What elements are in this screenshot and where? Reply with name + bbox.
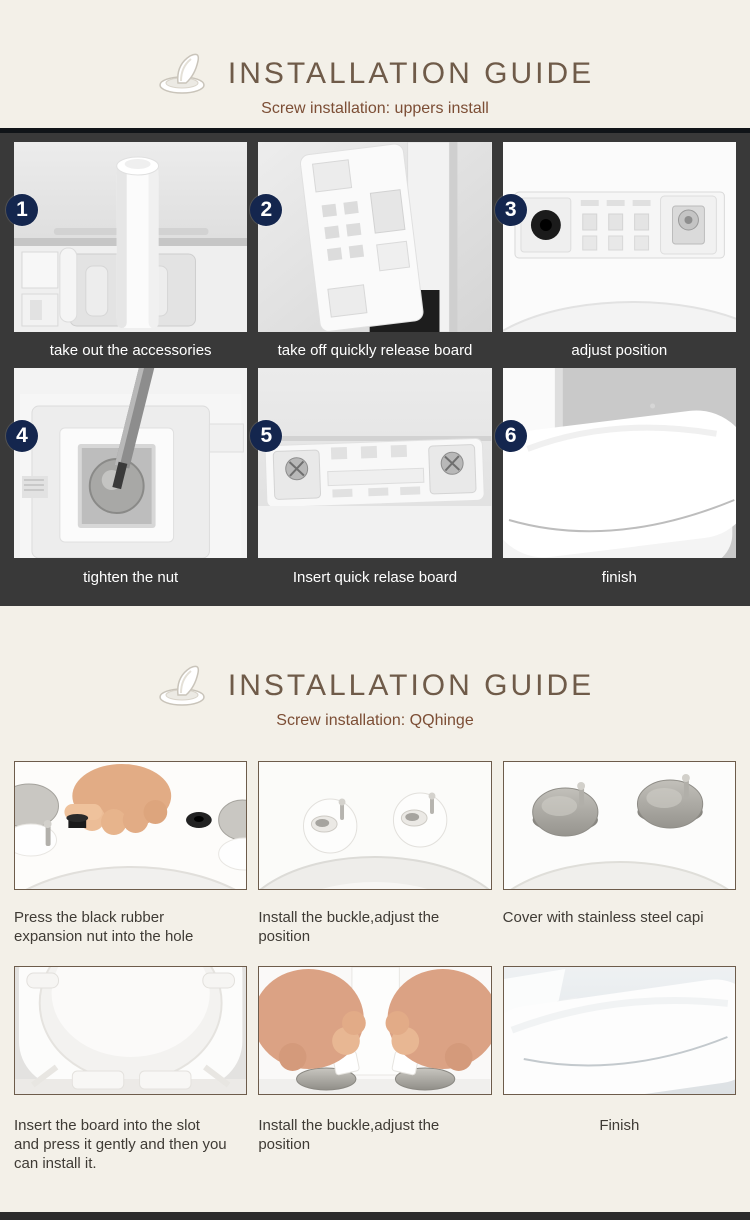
step-caption: Insert the board into the slot and press it gently and then you can install it. [14, 1117, 227, 1172]
qqhinge-captions-2 [14, 1116, 736, 1173]
photo-hands-press-board [258, 966, 491, 1095]
captions-row-2 [14, 558, 736, 597]
step-caption: take out the accessories [49, 341, 212, 359]
installation-steps-panel [0, 128, 750, 606]
photo-seat-board [14, 966, 247, 1095]
step-caption: Finish [599, 1117, 640, 1134]
step-caption: Insert quick relase board [292, 569, 458, 586]
photo-step-4 [14, 368, 247, 558]
photo-finished-seat [503, 368, 736, 558]
photo-step-2 [258, 142, 491, 332]
step-caption: Install the buckle,adjust the position [258, 1117, 440, 1153]
photo-step-5 [258, 368, 491, 558]
step-caption: finish [601, 569, 637, 586]
photo-buckles-installed [258, 761, 491, 890]
bottom-title-row [156, 665, 594, 707]
photo-two-buckles [259, 762, 490, 889]
photo-closed-lid [504, 967, 735, 1094]
step-caption: Install the buckle,adjust the position [258, 909, 440, 945]
toilet-seat-icon [156, 53, 214, 95]
photo-steel-caps [503, 761, 736, 890]
photo-finish-closed-lid [503, 966, 736, 1095]
top-header [0, 0, 750, 128]
step-caption: tighten the nut [83, 569, 179, 586]
step-caption: take off quickly release board [277, 341, 473, 359]
step-caption: adjust position [571, 341, 668, 359]
top-title-row [156, 53, 594, 95]
photo-adjust-bracket [503, 142, 736, 332]
photo-insert-board [258, 368, 491, 558]
top-subtitle: Screw installation: uppers install [261, 100, 489, 117]
photo-step-3 [503, 142, 736, 332]
photo-seat-underside [15, 967, 246, 1094]
photo-release-board [258, 142, 491, 332]
photo-tighten-nut [14, 368, 247, 558]
captions-row-1 [14, 332, 736, 368]
bottom-title: INSTALLATION GUIDE [227, 669, 595, 702]
top-title: INSTALLATION GUIDE [227, 57, 595, 90]
step-number-badge: 1 [6, 194, 38, 226]
photo-press-rubber-nut [14, 761, 247, 890]
bottom-subtitle: Screw installation: QQhinge [276, 712, 474, 729]
step-number-badge: 4 [6, 420, 38, 452]
step-caption: Press the black rubber expansion nut into the hole [14, 909, 194, 945]
step-caption: Cover with stainless steel capi [502, 909, 704, 926]
step-number-badge: 2 [250, 194, 282, 226]
photo-step-1 [14, 142, 247, 332]
qqhinge-captions-1 [14, 908, 736, 946]
bottom-divider-bar [0, 1212, 750, 1220]
photo-hand-press [15, 762, 246, 889]
toilet-seat-icon [156, 665, 214, 707]
step-number-badge: 3 [495, 194, 527, 226]
photo-press-buckle [259, 967, 490, 1094]
steps-row-2 [14, 368, 736, 558]
photo-step-6 [503, 368, 736, 558]
steps-row-1 [14, 142, 736, 332]
step-number-badge: 5 [250, 420, 282, 452]
bottom-header [0, 606, 750, 738]
photo-stainless-caps [504, 762, 735, 889]
photo-accessories-pin [14, 142, 247, 332]
step-number-badge: 6 [495, 420, 527, 452]
qqhinge-row-2 [14, 966, 736, 1095]
qqhinge-row-1 [14, 761, 736, 890]
